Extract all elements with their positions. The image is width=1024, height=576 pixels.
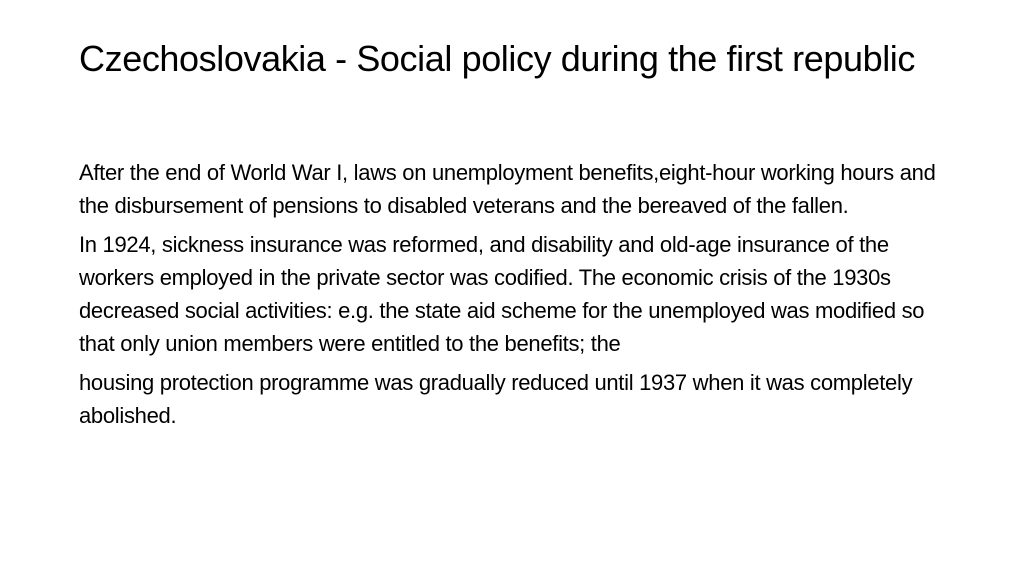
paragraph-housing-protection: housing protection programme was gradually reduced until 1937 when it was completely abolished.	[79, 370, 913, 428]
paragraph-postwar-laws: After the end of World War I, laws on unemployment benefits,eight-hour working hours and the disbursement of pensions to disabled veterans and the bereaved of the fallen.	[79, 160, 936, 218]
paragraph-insurance-reform: In 1924, sickness insurance was reformed, and disability and old-age insurance of the workers employed in the private sector was codified. The economic crisis of the 1930s decreased social activities: e.g. the state aid scheme for the unemployed was modified so that only union members were entitled to the benefits; the	[79, 232, 925, 356]
slide-body	[79, 156, 959, 438]
slide-title: Czechoslovakia - Social policy during the first republic	[79, 38, 915, 79]
